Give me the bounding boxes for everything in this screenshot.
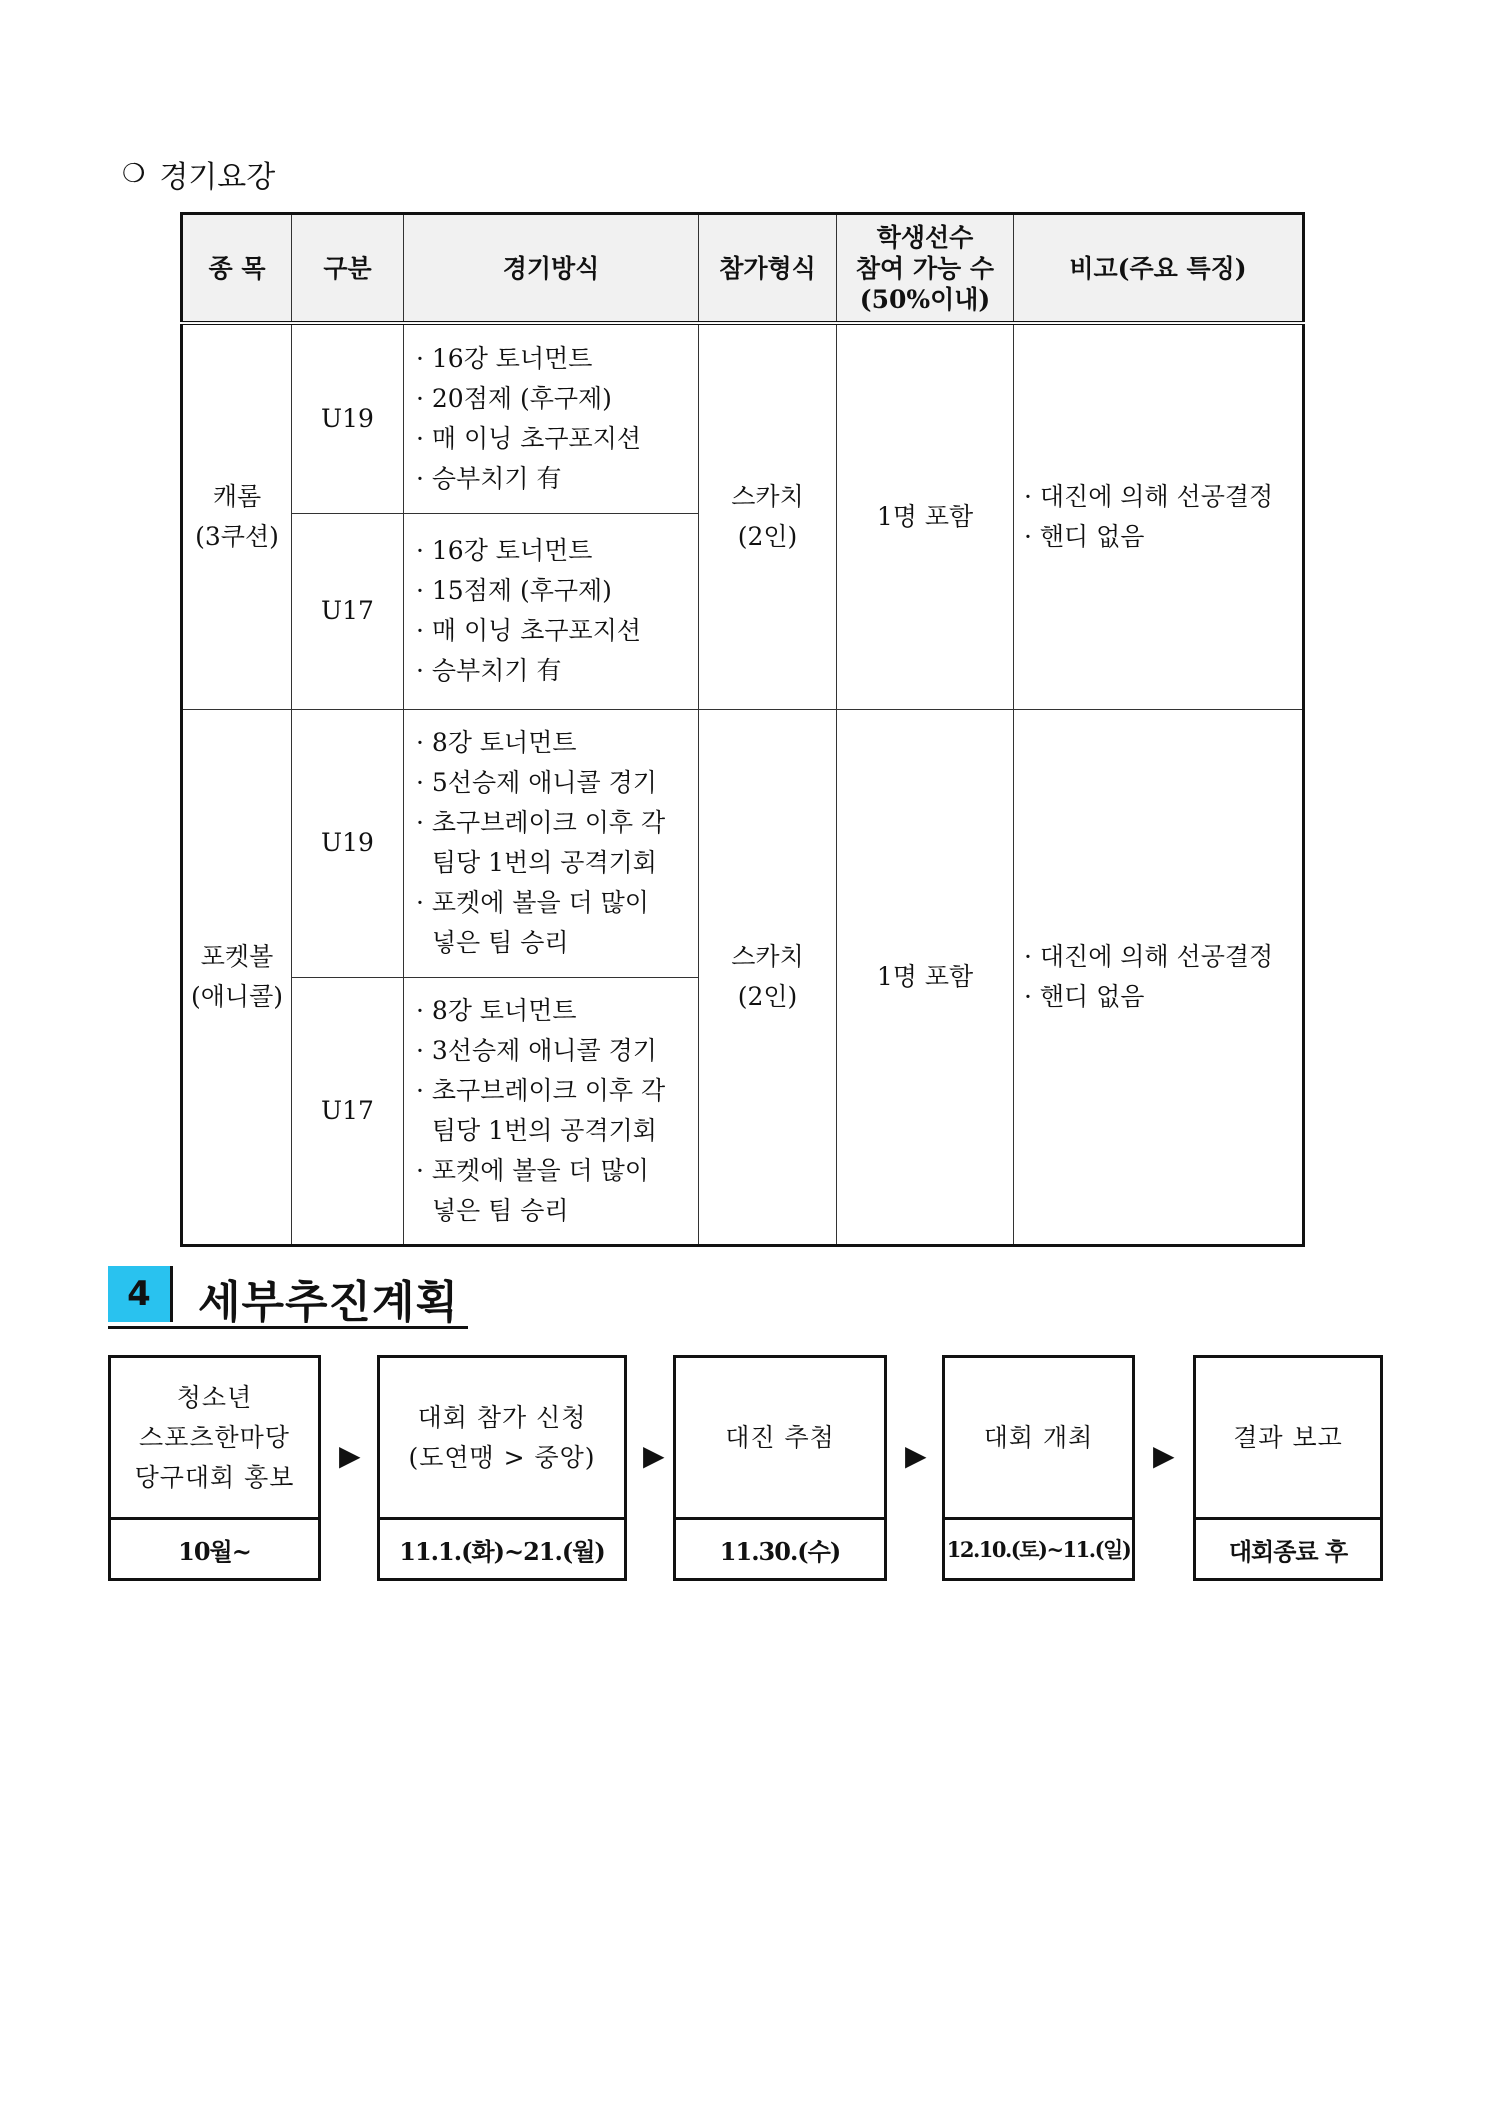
method-line: · 20점제 (후구제): [416, 383, 612, 413]
method-line: · 승부치기 有: [416, 656, 562, 685]
section-title: 세부추진계획: [198, 1277, 460, 1328]
step-description: 대회 참가 신청 (도연맹 > 중앙): [408, 1402, 596, 1472]
section-heading: [122, 152, 275, 196]
table-header-row: [182, 214, 1304, 324]
method-line: · 초구브레이크 이후 각: [416, 808, 666, 837]
step-date: 12.10.(토)~11.(일): [945, 1517, 1132, 1578]
students-cell: 1명 포함: [837, 323, 1014, 709]
step-date: 11.30.(수): [676, 1517, 884, 1578]
table-row: [182, 323, 1304, 513]
flow-step: [1193, 1355, 1383, 1581]
sport-name: 포켓볼 (애니콜): [182, 709, 292, 1245]
method-line: · 15점제 (후구제): [416, 576, 612, 605]
step-date: 11.1.(화)~21.(월): [380, 1517, 624, 1578]
header-format: 참가형식: [699, 214, 837, 324]
division-cell: U19: [292, 709, 404, 977]
right-arrow-icon: ▶: [905, 1439, 927, 1472]
method-line: 넣은 팀 승리: [416, 928, 569, 957]
remark-line: · 핸디 없음: [1024, 521, 1145, 551]
flow-step: [673, 1355, 887, 1581]
flow-step: [377, 1355, 627, 1581]
remark-line: · 대진에 의해 선공결정: [1024, 941, 1274, 971]
remark-line: · 핸디 없음: [1024, 981, 1145, 1011]
step-date: 10월~: [111, 1517, 318, 1578]
remarks-cell: [1014, 709, 1304, 1245]
method-line: · 포켓에 볼을 더 많이: [416, 888, 649, 917]
flow-step: [942, 1355, 1135, 1581]
division-cell: U17: [292, 513, 404, 709]
method-line: · 16강 토너먼트: [416, 343, 593, 373]
method-line: · 8강 토너먼트: [416, 995, 577, 1025]
table-row: [182, 709, 1304, 977]
method-cell: [404, 513, 699, 709]
method-line: 팀당 1번의 공격기회: [416, 848, 657, 877]
method-line: · 매 이닝 초구포지션: [416, 616, 641, 645]
method-line: 팀당 1번의 공격기회: [416, 1115, 657, 1145]
competition-rules-table: [180, 212, 1305, 1247]
right-arrow-icon: ▶: [643, 1439, 665, 1472]
method-line: · 승부치기 有: [416, 463, 562, 493]
method-line: · 초구브레이크 이후 각: [416, 1075, 666, 1105]
step-description: 대회 개최: [983, 1422, 1094, 1452]
section-number-badge: 4: [108, 1266, 173, 1322]
format-cell: 스카치 (2인): [699, 323, 837, 709]
method-cell: [404, 977, 699, 1245]
method-line: 넣은 팀 승리: [416, 1195, 569, 1225]
right-arrow-icon: ▶: [339, 1439, 361, 1472]
section-4-heading: [108, 1262, 468, 1329]
method-cell: [404, 709, 699, 977]
header-sport: 종 목: [182, 214, 292, 324]
format-cell: 스카치 (2인): [699, 709, 837, 1245]
step-description: 청소년 스포츠한마당 당구대회 홍보: [134, 1382, 295, 1492]
method-line: · 16강 토너먼트: [416, 536, 593, 565]
right-arrow-icon: ▶: [1153, 1439, 1175, 1472]
remark-line: · 대진에 의해 선공결정: [1024, 481, 1274, 511]
header-students: 학생선수 참여 가능 수 (50%이내): [837, 214, 1014, 324]
circle-bullet-icon: ❍: [122, 159, 146, 189]
method-line: · 3선승제 애니콜 경기: [416, 1035, 657, 1065]
method-cell: [404, 323, 699, 513]
division-cell: U17: [292, 977, 404, 1245]
division-cell: U19: [292, 323, 404, 513]
header-division: 구분: [292, 214, 404, 324]
step-description: 대진 추첨: [725, 1422, 835, 1452]
heading-text: 경기요강: [159, 160, 276, 195]
flow-step: [108, 1355, 321, 1581]
header-remarks: 비고(주요 특징): [1014, 214, 1304, 324]
header-method: 경기방식: [404, 214, 699, 324]
method-line: · 포켓에 볼을 더 많이: [416, 1155, 649, 1185]
students-cell: 1명 포함: [837, 709, 1014, 1245]
method-line: · 매 이닝 초구포지션: [416, 423, 641, 453]
method-line: · 8강 토너먼트: [416, 728, 577, 757]
step-date: 대회종료 후: [1196, 1517, 1380, 1578]
remarks-cell: [1014, 323, 1304, 709]
sport-name: 캐롬 (3쿠션): [182, 323, 292, 709]
method-line: · 5선승제 애니콜 경기: [416, 768, 657, 797]
process-flow: [0, 1355, 1488, 1585]
step-description: 결과 보고: [1233, 1422, 1343, 1452]
